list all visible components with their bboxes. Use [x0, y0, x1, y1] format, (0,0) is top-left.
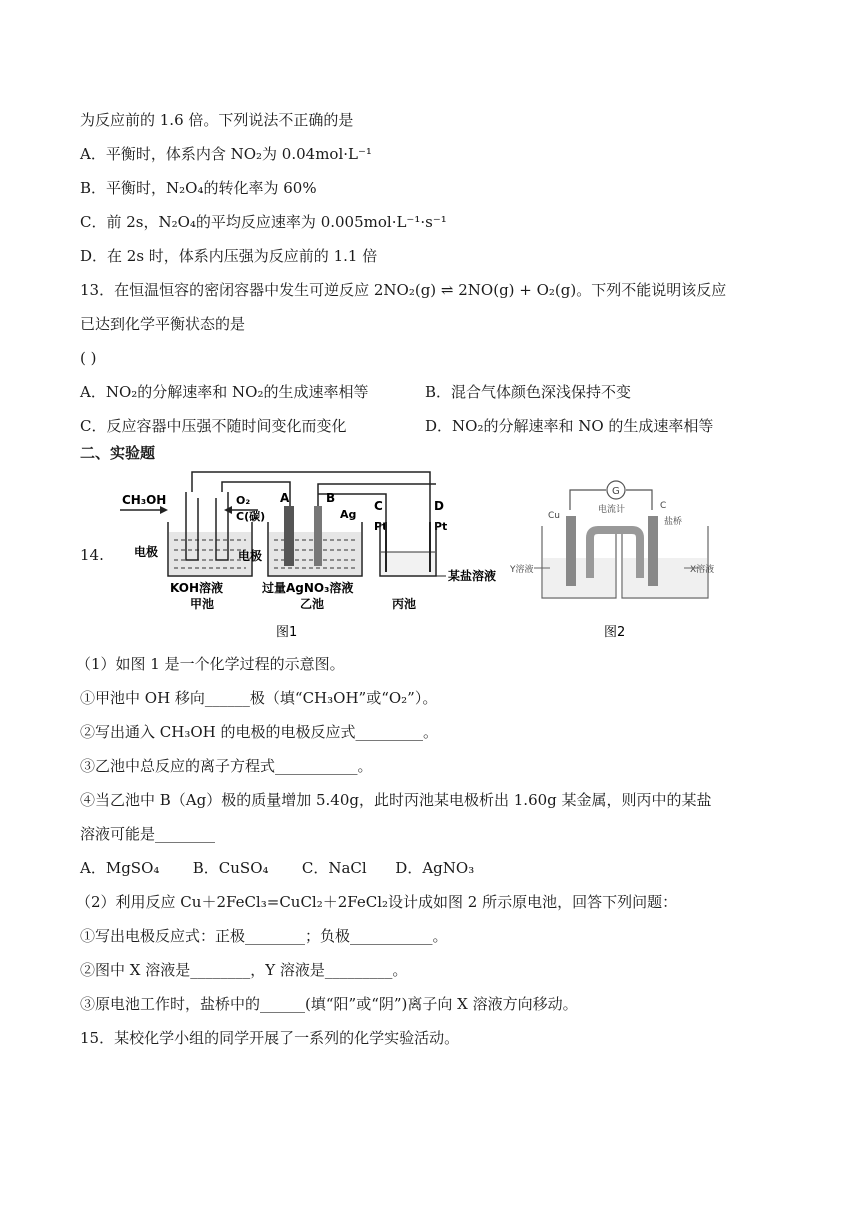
galvanometer-g: G — [612, 486, 620, 497]
electrode-c-label: C — [374, 499, 383, 513]
part-1-q2: ②写出通入 CH₃OH 的电极的电极反应式_________。 — [80, 723, 438, 741]
question-13-cont: 已达到化学平衡状态的是 — [80, 315, 246, 333]
electrode-a-label: A — [280, 491, 290, 505]
bing-pool-label: 丙池 — [392, 597, 417, 611]
part-1-choices: A．MgSO₄ B．CuSO₄ C．NaCl D．AgNO₃ — [80, 859, 475, 877]
part-1-q4-cont: 溶液可能是________ — [80, 825, 216, 843]
q13-option-c: C．反应容器中压强不随时间变化而变化 — [80, 417, 347, 435]
experiment-figure — [118, 468, 730, 646]
y-solution-label: Y溶液 — [510, 565, 534, 575]
part-2-q3: ③原电池工作时，盐桥中的______(填“阳”或“阴”)离子向 X 溶液方向移动。 — [80, 995, 578, 1013]
figure-2 — [509, 481, 714, 640]
koh-label: KOH溶液 — [170, 581, 224, 595]
carbon-electrode-label: C — [660, 501, 667, 511]
carbon-label: C(碳) — [236, 510, 266, 523]
pt-label-2: Pt — [434, 520, 448, 533]
option-c: C．前 2s，N₂O₄的平均反应速率为 0.005mol·L⁻¹·s⁻¹ — [80, 213, 447, 231]
o2-label: O₂ — [236, 494, 251, 507]
salt-bridge-label: 盐桥 — [664, 517, 683, 527]
part-1-q3: ③乙池中总反应的离子方程式___________。 — [80, 757, 373, 775]
question-15: 15．某校化学小组的同学开展了一系列的化学实验活动。 — [80, 1029, 460, 1047]
figure-2-caption: 图2 — [604, 625, 626, 640]
electrode-d-label: D — [434, 499, 444, 513]
part-1-q1: ①甲池中 OH 移向______极（填“CH₃OH”或“O₂”）。 — [80, 689, 438, 707]
part-1-q4: ④当乙池中 B（Ag）极的质量增加 5.40g，此时丙池某电极析出 1.60g 某金属，则丙中的某盐 — [80, 791, 712, 809]
q13-option-a: A．NO₂的分解速率和 NO₂的生成速率相等 — [80, 383, 369, 401]
agno3-label: 过量AgNO₃溶液 — [262, 581, 354, 595]
pt-label-1: Pt — [374, 520, 388, 533]
question-13: 13．在恒温恒容的密闭容器中发生可逆反应 2NO₂(g) ⇌ 2NO(g) + O₂(g)。下列不能说明该反应 — [80, 281, 727, 299]
option-b: B．平衡时，N₂O₄的转化率为 60% — [80, 179, 317, 197]
q13-option-b: B．混合气体颜色深浅保持不变 — [425, 383, 632, 401]
answer-paren: ( ) — [80, 349, 97, 367]
part-2-q2: ②图中 X 溶液是________，Y 溶液是_________。 — [80, 961, 408, 979]
electrode-b-label: B — [326, 491, 336, 505]
text-line: 为反应前的 1.6 倍。下列说法不正确的是 — [80, 111, 354, 129]
part-2-q1: ①写出电极反应式：正极________；负极___________。 — [80, 927, 448, 945]
salt-solution-label: 某盐溶液 — [448, 569, 497, 583]
yi-pool-label: 乙池 — [300, 597, 325, 611]
question-14-number: 14. — [80, 546, 104, 564]
section-heading: 二、实验题 — [80, 444, 156, 462]
ammeter-label: 电流计 — [598, 505, 626, 515]
part-1-intro: （1）如图 1 是一个化学过程的示意图。 — [76, 655, 345, 673]
q13-option-d: D．NO₂的分解速率和 NO 的生成速率相等 — [425, 417, 714, 435]
ag-label: Ag — [340, 508, 357, 521]
electrode-label-right: 电极 — [238, 549, 263, 563]
x-solution-label: X溶液 — [690, 565, 715, 575]
jia-pool-label: 甲池 — [190, 597, 215, 611]
electrode-label-left: 电极 — [134, 545, 159, 559]
option-a: A．平衡时，体系内含 NO₂为 0.04mol·L⁻¹ — [80, 145, 372, 163]
part-2-intro: （2）利用反应 Cu＋2FeCl₃=CuCl₂＋2FeCl₂设计成如图 2 所示原电池，回答下列问题： — [76, 893, 678, 911]
figure-1 — [120, 472, 496, 640]
cu-label: Cu — [548, 511, 560, 521]
ch3oh-label: CH₃OH — [122, 493, 167, 507]
option-d: D．在 2s 时，体系内压强为反应前的 1.1 倍 — [80, 247, 378, 265]
figure-1-caption: 图1 — [276, 625, 298, 640]
